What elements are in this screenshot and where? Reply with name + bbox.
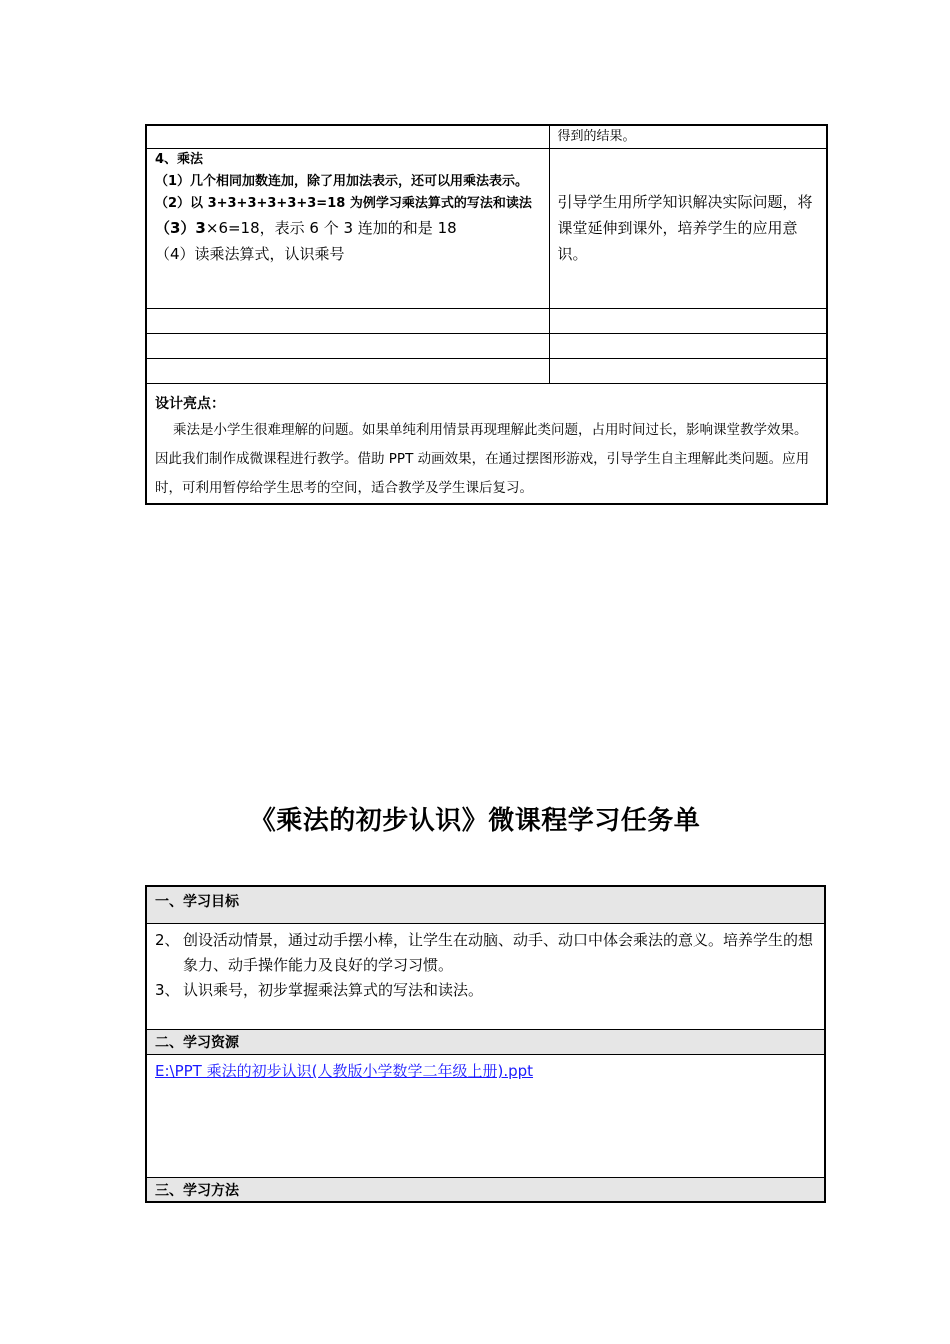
section-learning-methods-header: 三、学习方法 [147,1177,824,1203]
document-title: 《乘法的初步认识》微课程学习任务单 [249,806,701,836]
multiplication-point-3 [155,215,541,241]
empty-cell [549,359,827,384]
goal-item [155,928,816,978]
goal-number: 2、 [155,931,180,949]
empty-cell [146,309,549,334]
multiplication-point-3-text: ×6=18，表示 6 个 3 连加的和是 18 [205,219,457,237]
multiplication-point-2: （2）以 3+3+3+3+3+3=18 为例学习乘法算式的写法和读法 [155,196,532,211]
empty-cell [146,334,549,359]
goal-text: 认识乘号，初步掌握乘法算式的写法和读法。 [183,981,484,999]
multiplication-content-cell [146,149,549,309]
goal-number: 3、 [155,981,180,999]
multiplication-point-4: （4）读乘法算式，认识乘号 [155,245,345,263]
result-text-cell: 得到的结果。 [549,125,827,149]
learning-goals-body [147,924,824,1029]
design-highlights-cell [146,384,827,505]
multiplication-heading: 4、乘法 [155,152,204,167]
guidance-text-cell: 引导学生用所学知识解决实际问题，将课堂延伸到课外，培养学生的应用意识。 [549,149,827,309]
design-highlights-title: 设计亮点： [155,396,225,412]
empty-cell [146,125,549,149]
learning-resources-body [147,1055,824,1177]
empty-cell [549,334,827,359]
task-sheet-table [145,885,826,1203]
design-highlights-body: 乘法是小学生很难理解的问题。如果单纯利用情景再现理解此类问题，占用时间过长，影响课堂教学效果。因此我们制作成微课程进行教学。借助 PPT 动画效果，在通过摆图形游戏，引导学生自主理解此类问题。应用时，可利用暂停给学生思考的空间，适合教学及学生课后复习。 [155,422,810,496]
multiplication-point-3-label: （3）3 [155,219,206,237]
goal-item [155,978,816,1003]
goal-text: 创设活动情景，通过动手摆小棒，让学生在动脑、动手、动口中体会乘法的意义。培养学生的想象力、动手操作能力及良好的学习习惯。 [183,931,814,974]
empty-cell [146,359,549,384]
resource-file-link[interactable]: E:\PPT 乘法的初步认识(人教版小学数学二年级上册).ppt [155,1062,534,1080]
section-learning-resources-header: 二、学习资源 [147,1029,824,1055]
lesson-plan-table [145,124,828,505]
section-learning-goals-header: 一、学习目标 [147,887,824,924]
multiplication-point-1: （1）几个相同加数连加，除了用加法表示，还可以用乘法表示。 [155,174,529,189]
empty-cell [549,309,827,334]
